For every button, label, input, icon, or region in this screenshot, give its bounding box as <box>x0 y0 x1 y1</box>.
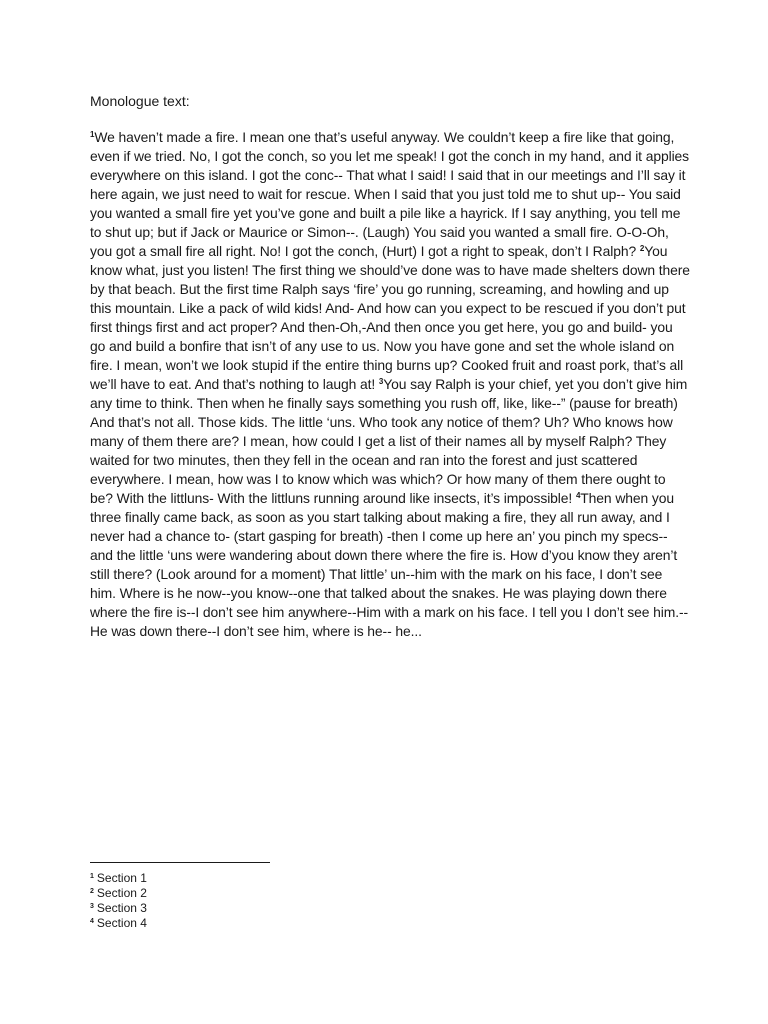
footnote-item <box>90 871 147 886</box>
footnote-label: Section 3 <box>96 901 147 915</box>
footnote-item <box>90 901 147 916</box>
footnote-ref-3[interactable]: 3 <box>378 377 384 386</box>
footnotes-list <box>90 871 147 931</box>
footnote-ref-2[interactable]: 2 <box>639 244 645 253</box>
footnote-label: Section 2 <box>96 886 147 900</box>
footnote-item <box>90 886 147 901</box>
footnote-marker: 1 <box>90 873 94 880</box>
footnote-ref-1[interactable]: 1 <box>90 130 95 139</box>
footnote-marker: 4 <box>90 918 94 925</box>
monologue-section-3: You say Ralph is your chief, yet you don’t give him any time to think. Then when he finally says something you rush off, like, like--” (pause for breath) And that’s not all. Those kids. The little ‘uns. Who took any notice of them? Uh? Who knows how many of them there are? I mean, how could I get a list of their names all by myself Ralph? They waited for two minutes, then they fell in the ocean and ran into the forest and just scattered everywhere. I mean, how was I to know which was which? Or how many of them there ought to be? With the littluns- With the littluns running around like insects, it’s impossible! <box>90 376 688 506</box>
footnote-label: Section 1 <box>96 871 147 885</box>
footnote-separator <box>90 862 270 863</box>
footnote-marker: 2 <box>90 888 94 895</box>
footnote-marker: 3 <box>90 903 94 910</box>
monologue-text <box>90 128 690 641</box>
monologue-section-2: You know what, just you listen! The first thing we should’ve done was to have made shelters down there by that beach. But the first time Ralph says ‘fire’ you go running, screaming, and howling and up this mountain. Like a pack of wild kids! And- And how can you expect to be rescued if you don’t put first things first and act proper? And then-Oh,-And then once you get here, you go and build- you go and build a bonfire that isn’t of any use to us. Now you have gone and set the whole island on fire. I mean, won’t we look stupid if the entire thing burns up? Cooked fruit and roast pork, that’s all we’ll have to eat. And that’s nothing to laugh at! <box>90 243 690 392</box>
footnote-label: Section 4 <box>96 916 147 930</box>
monologue-section-1: We haven’t made a fire. I mean one that’s useful anyway. We couldn’t keep a fire like that going, even if we tried. No, I got the conch, so you let me speak! I got the conch in my hand, and it applies everywhere on this island. I got the conc-- That what I said! I said that in our meetings and I’ll say it here again, we just need to wait for rescue. When I said that you just told me to shut up-- You said you wanted a small fire yet you’ve gone and built a pile like a hayrick. If I say anything, you tell me to shut up; but if Jack or Maurice or Simon--. (Laugh) You said you wanted a small fire. O-O-Oh, you got a small fire all right. No! I got the conch, (Hurt) I got a right to speak, don’t I Ralph? <box>90 129 690 259</box>
monologue-section-4: Then when you three finally came back, as soon as you start talking about making a fire, they all run away, and I never had a chance to- (start gasping for breath) -then I come up here an’ you pinch my specs--and the little ‘uns were wandering about down there where the fire is. How d’you know they aren’t still there? (Look around for a moment) That little’ un--him with the mark on his face, I don’t see him. Where is he now--you know--one that talked about the snakes. He was playing down there where the fire is--I don’t see him anywhere--Him with a mark on his face. I tell you I don’t see him.--He was down there--I don’t see him, where is he-- he... <box>90 490 689 639</box>
footnote-item <box>90 916 147 931</box>
document-heading: Monologue text: <box>90 93 190 109</box>
footnote-ref-4[interactable]: 4 <box>575 491 581 500</box>
